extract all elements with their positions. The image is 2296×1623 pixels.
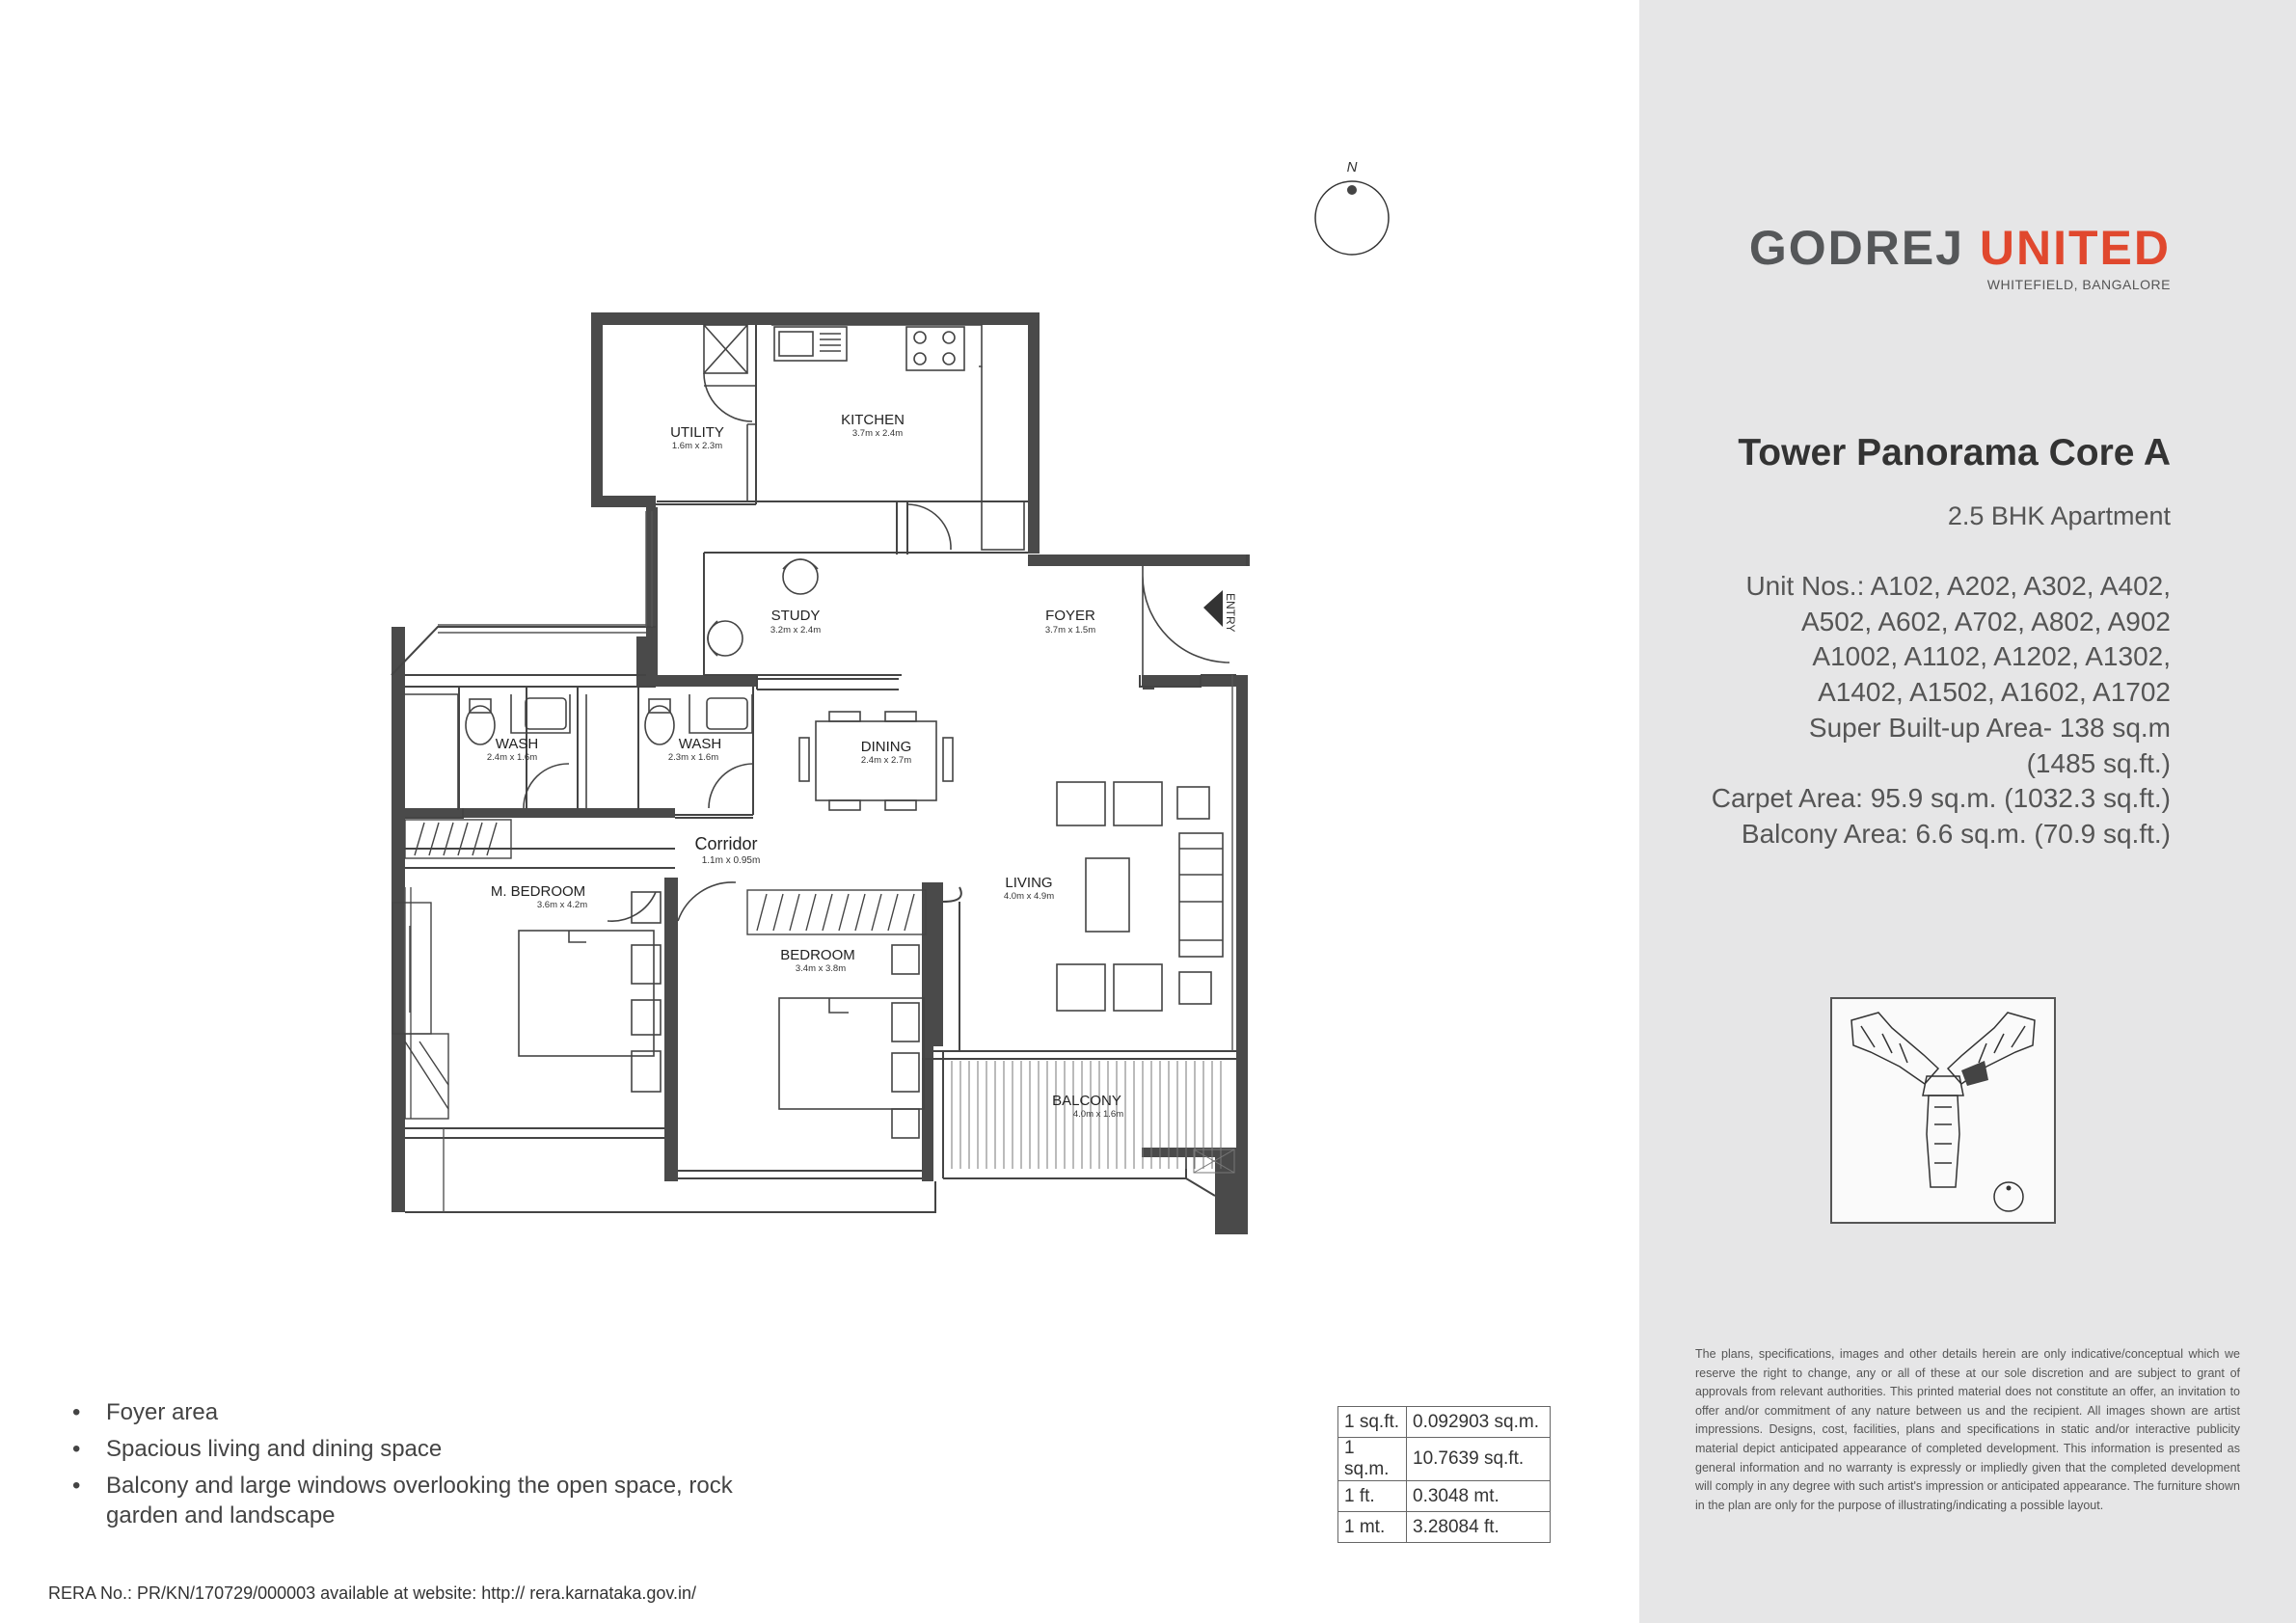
unit-detail-line: Unit Nos.: A102, A202, A302, A402, bbox=[1745, 571, 2171, 601]
table-row bbox=[1338, 1407, 1551, 1438]
bullet-icon: • bbox=[72, 1473, 81, 1499]
table-row bbox=[1338, 1512, 1551, 1543]
room-label-dining: DINING bbox=[860, 739, 912, 755]
table-cell: 1 sq.ft. bbox=[1338, 1407, 1407, 1438]
brand-logo bbox=[1749, 220, 2171, 276]
bullet-icon: • bbox=[72, 1436, 81, 1462]
unit-detail-line: A1402, A1502, A1602, A1702 bbox=[1818, 677, 2171, 708]
brand-name-part1: GODREJ bbox=[1748, 221, 1964, 275]
compass-label: N bbox=[1346, 159, 1358, 176]
unit-conversion-table bbox=[1337, 1406, 1551, 1543]
feature-text: Spacious living and dining space bbox=[106, 1436, 443, 1462]
living-furniture bbox=[1057, 782, 1223, 1011]
room-dim-balcony: 4.0m x 1.6m bbox=[1072, 1109, 1124, 1120]
room-label-utility: UTILITY bbox=[670, 424, 724, 441]
table-row bbox=[1338, 1481, 1551, 1512]
feature-list bbox=[72, 1397, 781, 1537]
beds bbox=[519, 882, 924, 1138]
carpet-area: Carpet Area: 95.9 sq.m. (1032.3 sq.ft.) bbox=[1711, 783, 2171, 814]
feature-text: Foyer area bbox=[106, 1399, 219, 1425]
rera-number: RERA No.: PR/KN/170729/000003 available at website: http:// rera.karnataka.gov.in/ bbox=[48, 1583, 697, 1603]
room-dim-master-bedroom: 3.6m x 4.2m bbox=[536, 900, 588, 910]
room-dim-foyer: 3.7m x 1.5m bbox=[1044, 625, 1096, 636]
room-label-kitchen: KITCHEN bbox=[841, 412, 905, 428]
key-plan bbox=[1830, 997, 2056, 1224]
compass-icon bbox=[1315, 159, 1389, 255]
room-label-corridor: Corridor bbox=[694, 834, 758, 853]
feature-item bbox=[72, 1471, 781, 1530]
brand-location: WHITEFIELD, BANGALORE bbox=[1986, 277, 2171, 292]
legal-disclaimer: The plans, specifications, images and other details herein are only indicative/conceptual which we reserve the right to change, any or all of these at our sole discretion and are subject to grant of approvals from relevant authorities. This printed material does not constitute an offer, an invitation to offer and/or commitment of any nature between us and the recipient. All images shown are artist impressions. Designs, cost, facilities, plans and specifications in static and/or interactive publicity material depict anticipated appearance of completed development. This information is presented as general information and no warranty is expressly or impliedly given that the completed development will comply in any degree with such artist's impression or anticipated appearance. The furniture shown in the plan are only for the purpose of illustrating/indicating a possible layout. bbox=[1695, 1347, 2240, 1512]
unit-detail-line: A502, A602, A702, A802, A902 bbox=[1800, 606, 2171, 636]
brand-name-part2: UNITED bbox=[1979, 221, 2171, 275]
room-dim-living: 4.0m x 4.9m bbox=[1003, 891, 1055, 902]
table-cell: 1 sq.m. bbox=[1338, 1438, 1407, 1481]
apartment-type: 2.5 BHK Apartment bbox=[1947, 501, 2171, 530]
table-cell: 1 mt. bbox=[1338, 1512, 1407, 1543]
room-dim-bedroom: 3.4m x 3.8m bbox=[795, 963, 847, 974]
feature-text: Balcony and large windows overlooking the open space, rock garden and landscape bbox=[106, 1473, 733, 1528]
table-cell: 3.28084 ft. bbox=[1407, 1512, 1551, 1543]
unit-details bbox=[1631, 569, 2171, 852]
balcony-area: Balcony Area: 6.6 sq.m. (70.9 sq.ft.) bbox=[1741, 818, 2171, 849]
room-dim-corridor: 1.1m x 0.95m bbox=[701, 855, 761, 866]
room-label-bedroom: BEDROOM bbox=[780, 947, 855, 963]
table-cell: 1 ft. bbox=[1338, 1481, 1407, 1512]
feature-item bbox=[72, 1434, 781, 1464]
key-plan-drawing bbox=[1832, 999, 2054, 1222]
feature-item bbox=[72, 1397, 781, 1427]
entry-door bbox=[1143, 566, 1229, 687]
table-row bbox=[1338, 1438, 1551, 1481]
floor-plan bbox=[0, 0, 1358, 1254]
room-label-living: LIVING bbox=[1005, 875, 1053, 891]
room-label-study: STUDY bbox=[770, 608, 821, 624]
room-dim-wash-2: 2.3m x 1.6m bbox=[667, 752, 719, 763]
table-cell: 0.3048 mt. bbox=[1407, 1481, 1551, 1512]
tower-title: Tower Panorama Core A bbox=[1738, 432, 2171, 473]
room-dim-kitchen: 3.7m x 2.4m bbox=[851, 428, 904, 439]
entry-label: ENTRY bbox=[1224, 593, 1237, 633]
entry-arrow-icon bbox=[1203, 590, 1223, 627]
partitions bbox=[392, 325, 1247, 1212]
room-label-wash-2: WASH bbox=[678, 736, 722, 752]
super-builtup-area-sqft: (1485 sq.ft.) bbox=[2026, 747, 2171, 778]
table-cell: 0.092903 sq.m. bbox=[1407, 1407, 1551, 1438]
table-cell: 10.7639 sq.ft. bbox=[1407, 1438, 1551, 1481]
room-label-foyer: FOYER bbox=[1045, 608, 1095, 624]
room-dim-utility: 1.6m x 2.3m bbox=[671, 441, 723, 451]
room-label-wash-1: WASH bbox=[495, 736, 539, 752]
room-dim-dining: 2.4m x 2.7m bbox=[860, 755, 912, 766]
room-dim-study: 3.2m x 2.4m bbox=[770, 625, 822, 636]
room-label-balcony: BALCONY bbox=[1052, 1093, 1121, 1109]
room-label-master-bedroom: M. BEDROOM bbox=[490, 883, 586, 900]
bullet-icon: • bbox=[72, 1399, 81, 1425]
unit-detail-line: A1002, A1102, A1202, A1302, bbox=[1812, 641, 2171, 672]
super-builtup-area: Super Built-up Area- 138 sq.m bbox=[1808, 712, 2171, 743]
room-dim-wash-1: 2.4m x 1.6m bbox=[486, 752, 538, 763]
